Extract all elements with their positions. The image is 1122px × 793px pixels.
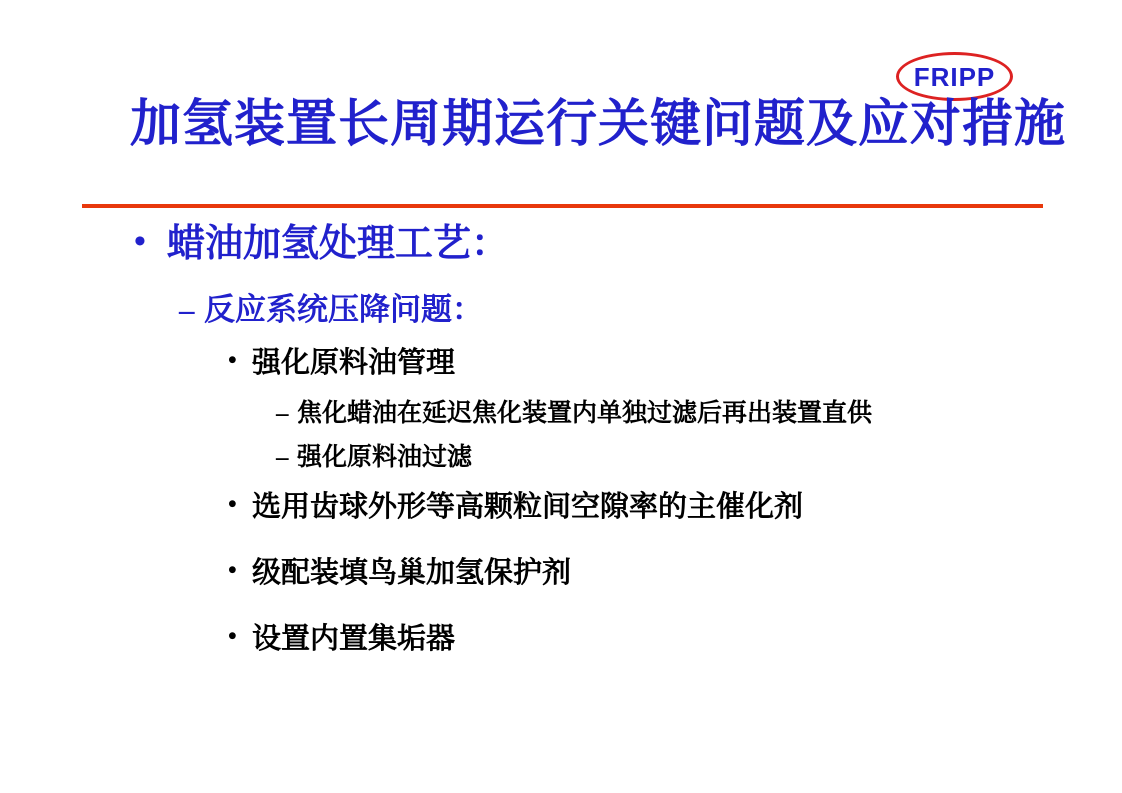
bullet-text: 强化原料油管理	[252, 347, 456, 379]
bullet-text: 设置内置集垢器	[252, 623, 456, 655]
bullet-line-2	[179, 292, 483, 329]
bullet-dot-icon: •	[134, 223, 146, 260]
bullet-text: 选用齿球外形等高颗粒间空隙率的主催化剂	[252, 491, 804, 523]
dash-icon: –	[179, 292, 195, 327]
bullet-text: 焦化蜡油在延迟焦化装置内单独过滤后再出装置直供	[297, 400, 873, 427]
bullet-line-4	[276, 399, 872, 429]
bullet-line-1	[134, 222, 509, 267]
bullet-text: 强化原料油过滤	[297, 444, 473, 471]
fripp-logo-text: FRIPP	[913, 61, 996, 92]
bullet-line-3	[228, 346, 455, 380]
title-divider	[82, 204, 1043, 208]
dash-icon: –	[276, 400, 289, 427]
bullet-dot-icon: •	[228, 347, 237, 374]
bullet-line-7	[228, 556, 571, 590]
bullet-dot-icon: •	[228, 491, 237, 518]
bullet-line-8	[228, 622, 455, 656]
bullet-line-6	[228, 490, 803, 524]
bullet-text: 反应系统压降问题：	[204, 292, 483, 327]
bullet-text: 蜡油加氢处理工艺：	[167, 223, 510, 265]
bullet-dot-icon: •	[228, 623, 237, 650]
bullet-dot-icon: •	[228, 557, 237, 584]
bullet-line-5	[276, 443, 472, 473]
fripp-logo	[896, 52, 1013, 101]
dash-icon: –	[276, 444, 289, 471]
slide-title: 加氢装置长周期运行关键问题及应对措施	[130, 97, 1067, 153]
bullet-text: 级配装填鸟巢加氢保护剂	[252, 557, 572, 589]
